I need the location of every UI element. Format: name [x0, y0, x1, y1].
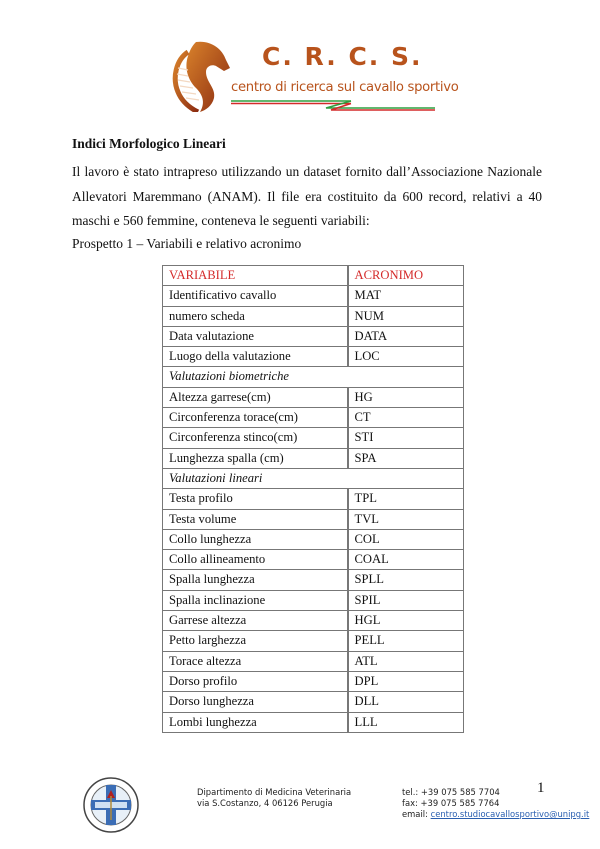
- acronym-cell: TVL: [348, 509, 464, 529]
- table-row: [163, 286, 464, 306]
- brand-acronym: C. R. C. S.: [262, 42, 423, 71]
- table-row: [163, 712, 464, 732]
- table-row: [163, 529, 464, 549]
- department-name: Dipartimento di Medicina Veterinaria: [197, 787, 352, 797]
- acronym-cell: SPIL: [348, 590, 464, 610]
- department-street: via S.Costanzo, 4 06126 Perugia: [197, 798, 333, 808]
- variable-cell: Testa profilo: [163, 489, 348, 509]
- variable-cell: numero scheda: [163, 306, 348, 326]
- table-row: [163, 509, 464, 529]
- variable-cell: Spalla lunghezza: [163, 570, 348, 590]
- variable-cell: Torace altezza: [163, 651, 348, 671]
- variable-cell: Collo allineamento: [163, 550, 348, 570]
- fax-number: fax: +39 075 585 7764: [402, 798, 500, 808]
- acronym-cell: CT: [348, 408, 464, 428]
- table-section-row: [163, 367, 464, 387]
- section-label: Valutazioni lineari: [163, 468, 464, 488]
- acronym-cell: TPL: [348, 489, 464, 509]
- department-address: [197, 787, 351, 809]
- variable-cell: Petto larghezza: [163, 631, 348, 651]
- horse-dna-logo-icon: [166, 38, 232, 112]
- university-seal-icon: [82, 776, 140, 834]
- table-row: [163, 570, 464, 590]
- table-row: [163, 306, 464, 326]
- variable-cell: Circonferenza torace(cm): [163, 408, 348, 428]
- variable-cell: Dorso profilo: [163, 671, 348, 691]
- table-row: [163, 550, 464, 570]
- acronym-cell: STI: [348, 428, 464, 448]
- variable-cell: Circonferenza stinco(cm): [163, 428, 348, 448]
- variable-cell: Lunghezza spalla (cm): [163, 448, 348, 468]
- acronym-cell: DLL: [348, 692, 464, 712]
- variable-cell: Dorso lunghezza: [163, 692, 348, 712]
- page-number: 1: [537, 780, 545, 796]
- variable-cell: Garrese altezza: [163, 611, 348, 631]
- acronym-cell: MAT: [348, 286, 464, 306]
- acronym-cell: HG: [348, 387, 464, 407]
- table-row: [163, 326, 464, 346]
- table-row: [163, 489, 464, 509]
- variable-cell: Spalla inclinazione: [163, 590, 348, 610]
- acronym-cell: LOC: [348, 347, 464, 367]
- italian-flag-stripes: [231, 99, 435, 111]
- acronym-cell: LLL: [348, 712, 464, 732]
- table-caption: Prospetto 1 – Variabili e relativo acronimo: [72, 236, 302, 251]
- acronym-cell: ATL: [348, 651, 464, 671]
- section-label: Valutazioni biometriche: [163, 367, 464, 387]
- acronym-cell: HGL: [348, 611, 464, 631]
- table-row: [163, 408, 464, 428]
- variable-cell: Data valutazione: [163, 326, 348, 346]
- table-row: [163, 692, 464, 712]
- table-row: [163, 387, 464, 407]
- email-line: [402, 809, 589, 820]
- table-section-row: [163, 468, 464, 488]
- acronym-cell: DATA: [348, 326, 464, 346]
- variable-cell: Luogo della valutazione: [163, 347, 348, 367]
- table-row: [163, 448, 464, 468]
- variable-cell: Testa volume: [163, 509, 348, 529]
- intro-paragraph: Il lavoro è stato intrapreso utilizzando un dataset fornito dall’Associazione Nazionale Allevatori Maremmano (ANAM). Il file era costituito da 600 record, relativi a 40 maschi e 560 femmine, conteneva le seguenti variabili:: [72, 164, 542, 228]
- table-row: [163, 347, 464, 367]
- table-row: [163, 671, 464, 691]
- section-title: Indici Morfologico Lineari: [72, 136, 226, 151]
- variable-cell: Altezza garrese(cm): [163, 387, 348, 407]
- table-row: [163, 651, 464, 671]
- email-label: email:: [402, 809, 431, 819]
- table-row: [163, 631, 464, 651]
- header-variable: VARIABILE: [163, 266, 348, 286]
- variable-cell: Identificativo cavallo: [163, 286, 348, 306]
- table-row: [163, 428, 464, 448]
- contact-info: [402, 787, 589, 820]
- variables-table: [162, 265, 464, 733]
- acronym-cell: DPL: [348, 671, 464, 691]
- variable-cell: Collo lunghezza: [163, 529, 348, 549]
- header-acronym: ACRONIMO: [348, 266, 464, 286]
- acronym-cell: COAL: [348, 550, 464, 570]
- phone-number: tel.: +39 075 585 7704: [402, 787, 500, 797]
- table-row: [163, 611, 464, 631]
- acronym-cell: SPA: [348, 448, 464, 468]
- acronym-cell: COL: [348, 529, 464, 549]
- acronym-cell: SPLL: [348, 570, 464, 590]
- table-row: [163, 590, 464, 610]
- brand-tagline: centro di ricerca sul cavallo sportivo: [231, 80, 459, 95]
- acronym-cell: NUM: [348, 306, 464, 326]
- variable-cell: Lombi lunghezza: [163, 712, 348, 732]
- acronym-cell: PELL: [348, 631, 464, 651]
- email-link[interactable]: centro.studiocavallosportivo@unipg.it: [430, 809, 590, 819]
- table-header-row: [163, 266, 464, 286]
